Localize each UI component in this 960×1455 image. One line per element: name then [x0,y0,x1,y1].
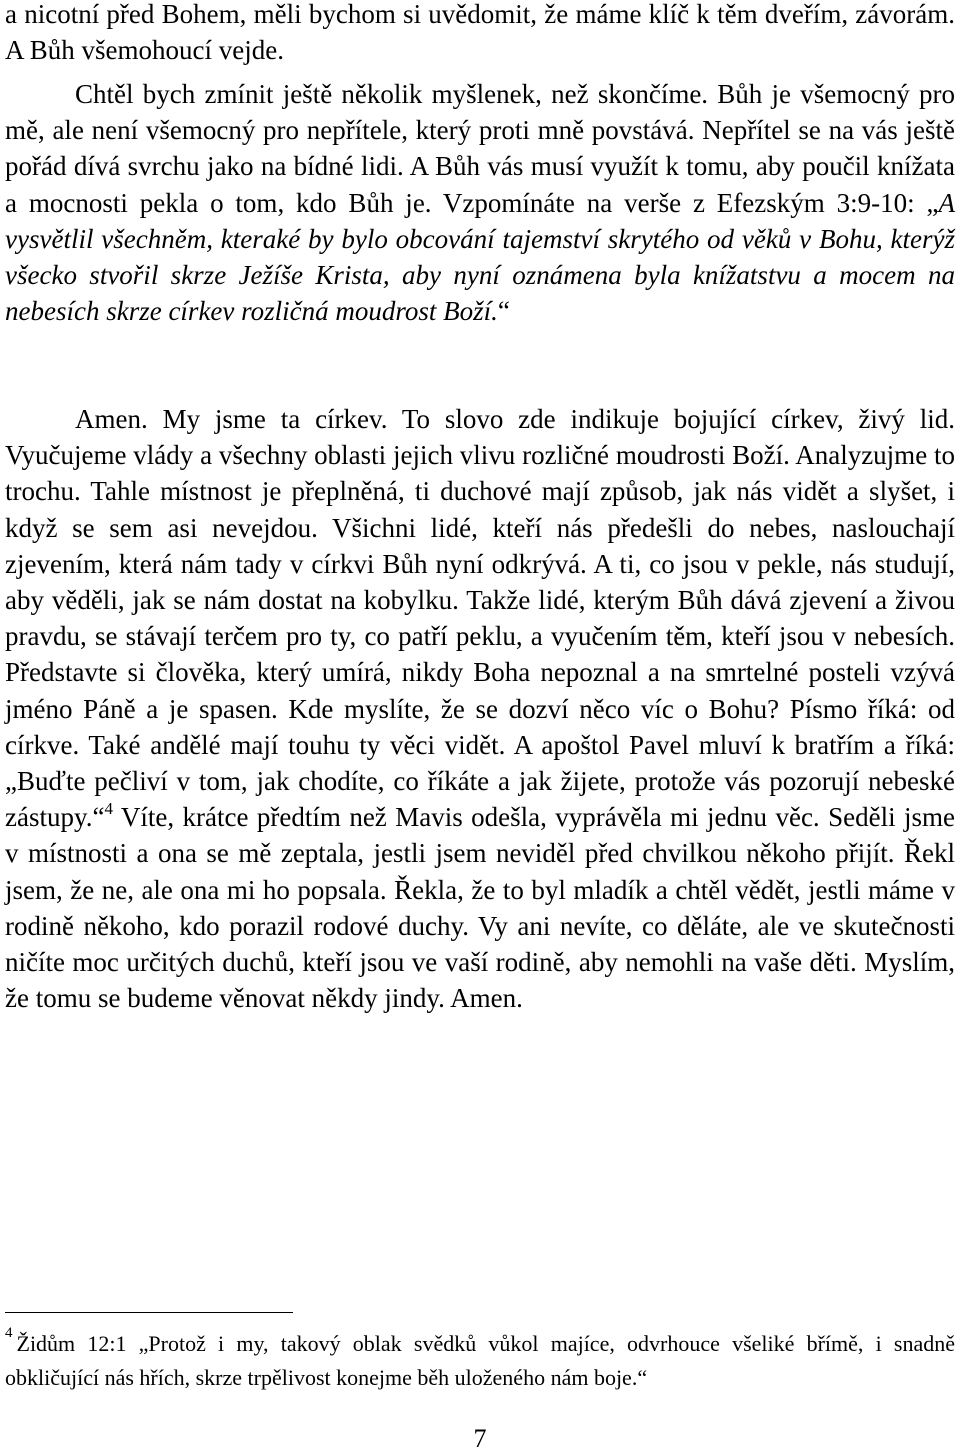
bible-quote: A vysvětlil všechněm, kteraké by bylo obcování tajemství skrytého od věků v Bohu, kterýž všecko stvořil skrze Ježíše Krista, aby nyní oznámena byla knížatstvu a mocem na nebesích skrze církev rozličná moudrost Boží. [5,187,955,327]
footnote-reference[interactable]: 4 [104,799,113,819]
paragraph-text-continued: Víte, krátce předtím než Mavis odešla, vyprávěla mi jednu věc. Seděli jsme v místnosti a ona se mě zeptala, jestli jsem neviděl před chvilkou někoho přijít. Řekl jsem, že ne, ale ona mi ho popsala. Řekla, že to byl mladík a chtěl vědět, jestli máme v rodině někoho, kdo porazil rodové duchy. Vy ani nevíte, co děláte, ale ve skutečnosti ničíte moc určitých duchů, kteří jsou ve vaší rodině, aby nemohli na vaše děti. Myslím, že tomu se budeme věnovat někdy jindy. Amen. [5,802,955,1014]
closing-quote-mark: “ [497,296,510,327]
footnote-text: Židům 12:1 „Protož i my, takový oblak svědků vůkol majíce, odvrhouce všeliké břímě, i snadně obkličující nás hřích, skrze trpělivost konejme běh uloženého nám boje.“ [5,1331,955,1390]
paragraph-text: Amen. My jsme ta církev. To slovo zde indikuje bojující církev, živý lid. Vyučujeme vlády a všechny oblasti jejich vlivu rozličné moudrosti Boží. Analyzujme to trochu. Tahle místnost je přeplněná, ti duchové mají způsob, jak nás vidět a slyšet, i když se sem asi nevejdou. Všichni lidé, kteří nás předešli do nebes, naslouchají zjevením, která nám tady v církvi Bůh nyní odkrývá. A ti, co jsou v pekle, nás studují, aby věděli, jak se nám dostat na kobylku. Takže lidé, kterým Bůh dává zjevení a živou pravdu, se stávají terčem pro ty, co patří peklu, a vyučením těm, kteří jsou v nebesích. Představte si člověka, který umírá, nikdy Boha nepoznal a na smrtelné posteli vzývá jméno Páně a je spasen. Kde myslíte, že se dozví něco víc o Bohu? Písmo říká: od církve. Také andělé mají touhu ty věci vidět. A apoštol Pavel mluví k bratřím a říká: „Buďte pečliví v tom, jak chodíte, co říkáte a jak žijete, protože vás pozorují nebeské zástupy.“ [5,404,955,833]
paragraph-church [5,401,955,1016]
paragraph-text: a nicotní před Bohem, měli bychom si uvědomit, že máme klíč k těm dveřím, závorám. A Bůh všemohoucí vejde. [5,0,955,66]
footnote-number: 4 [5,1325,13,1341]
footnote-separator [5,1312,293,1313]
paragraph-text: Chtěl bych zmínit ještě několik myšlenek, než skončíme. Bůh je všemocný pro mě, ale není všemocný pro nepřítele, který proti mně povstává. Nepřítel se na vás ještě pořád dívá svrchu jako na bídné lidi. A Bůh vás musí využít k tomu, aby poučil knížata a mocnosti pekla o tom, kdo Bůh je. Vzpomínáte na verše z Efezským 3:9-10: „ [5,79,955,218]
footnote [5,1327,955,1395]
page-number: 7 [473,1424,487,1453]
paragraph-continuation [5,0,955,68]
paragraph-ephesians [5,76,955,329]
